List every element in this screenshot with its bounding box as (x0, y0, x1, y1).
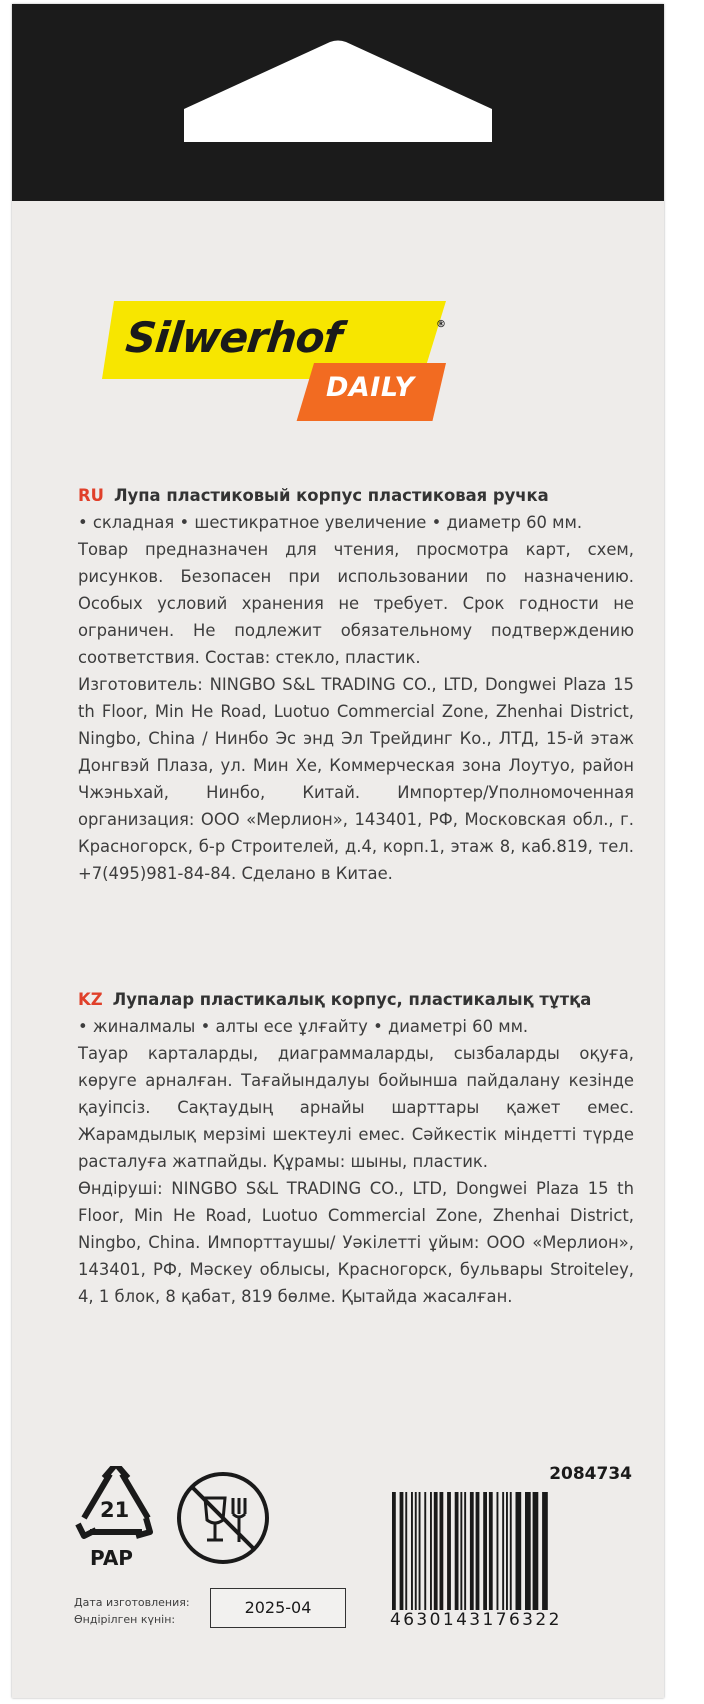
barcode-bar (447, 1492, 451, 1612)
barcode-bar (497, 1492, 499, 1612)
barcode-bar (516, 1492, 522, 1612)
recycle-number: 21 (100, 1498, 130, 1522)
article-number: 2084734 (549, 1464, 632, 1484)
kz-section (78, 986, 634, 1310)
kz-manufacturer: Өндіруші: NINGBO S&L TRADING CO., LTD, Dongwei Plaza 15 th Floor, Min He Road, Luotuo Commercial Zone, Zhenhai District, Ningbo, China. Импорттаушы/ Уәкілетті ұйым: ООО «Мерлион», 143401, РФ, Мәскеу облысы, Красногорск, бульвары Stroiteley, 4, 1 блок, 8 қабат, 819 бөлме. Қытайда жасалған. (78, 1179, 634, 1306)
brand-subline: DAILY (326, 372, 415, 403)
kz-title: Лупалар пластикалық корпус, пластикалық тұтқа (112, 990, 592, 1009)
barcode-bar (419, 1492, 421, 1612)
barcode-bar (424, 1492, 426, 1612)
barcode-bar (400, 1492, 404, 1612)
production-date-label (74, 1594, 214, 1628)
barcode-bar (483, 1492, 487, 1612)
hang-hole-icon (12, 4, 664, 201)
barcode-bar (506, 1492, 508, 1612)
hang-tab (12, 4, 664, 201)
brand-logo (100, 299, 460, 421)
not-for-food-icon (175, 1470, 271, 1566)
production-date-label-kz: Өндірілген күнін: (74, 1613, 176, 1626)
barcode (390, 1492, 634, 1618)
barcode-bar (502, 1492, 504, 1612)
recycle-code: PAP (90, 1546, 133, 1570)
registered-mark: ® (436, 319, 446, 330)
barcode-bar (533, 1492, 539, 1612)
barcode-bar (415, 1492, 417, 1612)
barcode-bar (476, 1492, 480, 1612)
barcode-bar (460, 1492, 462, 1612)
barcode-bar (434, 1492, 438, 1612)
production-date-value: 2025-04 (210, 1588, 346, 1628)
barcode-bar (392, 1492, 396, 1612)
ru-manufacturer: Изготовитель: NINGBO S&L TRADING CO., LTD, Dongwei Plaza 15 th Floor, Min He Road, Luotuo Commercial Zone, Zhenhai District, Ningbo, China / Нинбо Эс энд Эл Трейдинг Ко., ЛТД, 15-й этаж Донгвэй Плаза, ул. Мин Хе, Коммерческая зона Лоутуо, район Чжэньхай, Нинбо, Китай. Импортер/Уполномоченная организация: ООО «Мерлион», 143401, РФ, Московская обл., г. Красногорск, б-р Строителей, д.4, корп.1, этаж 8, каб.819, тел. +7(495)981-84-84. Сделано в Китае. (78, 675, 634, 883)
production-date-label-ru: Дата изготовления: (74, 1596, 190, 1609)
barcode-bar (510, 1492, 512, 1612)
barcode-bar (430, 1492, 432, 1612)
ru-features: • складная • шестикратное увеличение • диаметр 60 мм. (78, 513, 583, 532)
brand-name: Silwerhof (123, 313, 344, 362)
product-card (12, 4, 664, 1698)
barcode-bar (470, 1492, 474, 1612)
barcode-bar (525, 1492, 531, 1612)
kz-heading (78, 986, 634, 1013)
barcode-bar (489, 1492, 493, 1612)
barcode-bar (464, 1492, 466, 1612)
barcode-bar (542, 1492, 548, 1612)
ru-heading (78, 482, 634, 509)
barcode-digits: 4630143176322 (390, 1610, 634, 1630)
recycle-triangle-icon (70, 1466, 162, 1576)
barcode-bar (411, 1492, 413, 1612)
ru-description: Товар предназначен для чтения, просмотра карт, схем, рисунков. Безопасен при использовании по назначению. Особых условий хранения не требует. Срок годности не ограничен. Не подлежит обязательному подтверждению соответствия. Состав: стекло, пластик. (78, 540, 634, 667)
barcode-bar (455, 1492, 459, 1612)
kz-description: Тауар карталарды, диаграммаларды, сызбаларды оқуға, көруге арналған. Тағайындалуы бойынша пайдалану кезінде қауіпсіз. Сақтаудың арнайы шарттары қажет емес. Жарамдылық мерзімі шектеулі емес. Сәйкестік міндетті түрде расталуға жатпайды. Құрамы: шыны, пластик. (78, 1044, 634, 1171)
ru-title: Лупа пластиковый корпус пластиковая ручка (113, 486, 549, 505)
kz-code: KZ (78, 990, 103, 1009)
barcode-bar (440, 1492, 444, 1612)
barcode-bar (405, 1492, 407, 1612)
ru-code: RU (78, 486, 104, 505)
ru-section (78, 482, 634, 887)
kz-features: • жиналмалы • алты есе ұлғайту • диаметрі 60 мм. (78, 1017, 529, 1036)
